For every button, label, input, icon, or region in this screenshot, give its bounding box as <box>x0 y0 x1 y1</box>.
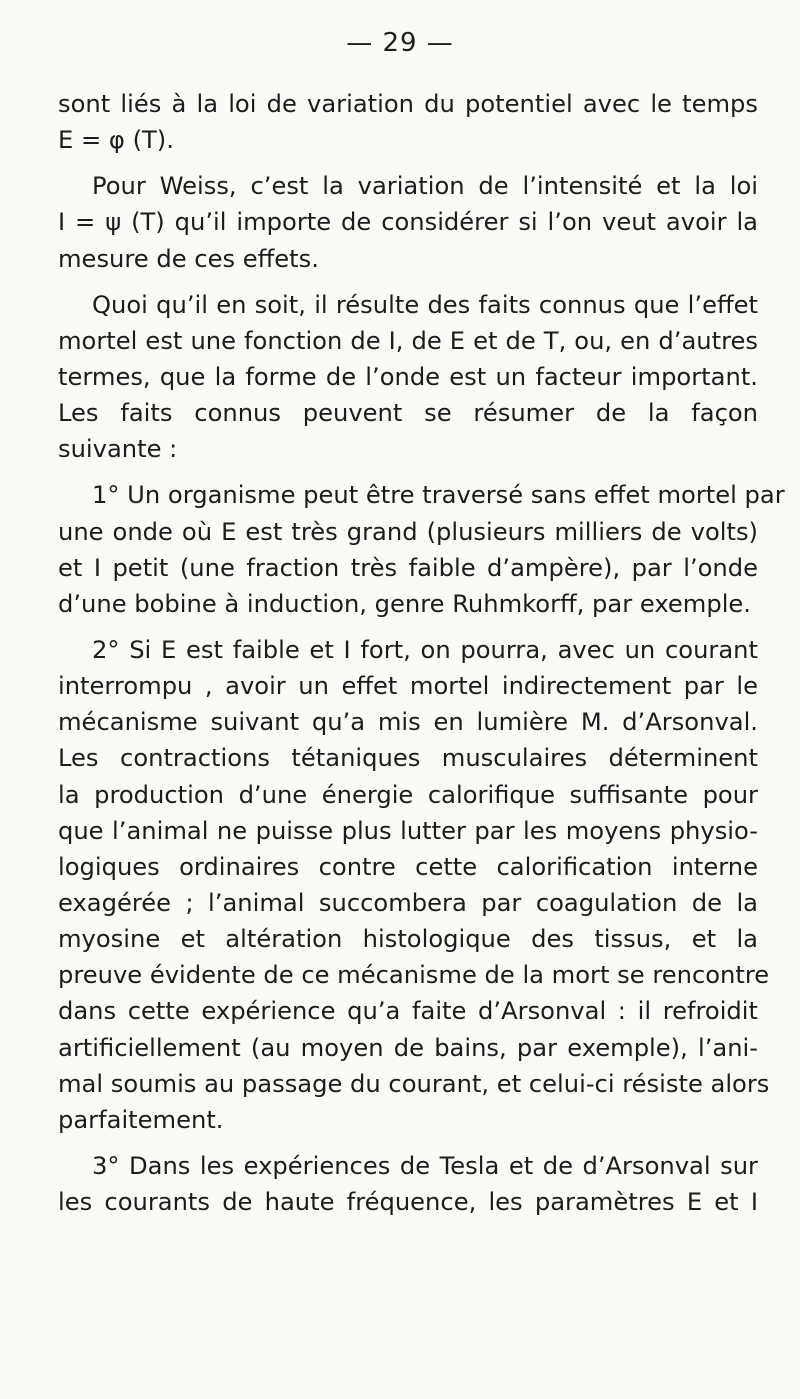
paragraph <box>58 168 758 276</box>
text-line: artificiellement (au moyen de bains, par exemple), l’ani- <box>58 1033 758 1062</box>
text-line: suivante : <box>58 435 178 464</box>
text-line: myosine et altération histologique des tissus, et la <box>58 925 758 954</box>
text-line: Les faits connus peuvent se résumer de la façon <box>58 399 758 428</box>
paragraph-gap <box>58 467 758 477</box>
text-line: preuve évidente de ce mécanisme de la mort se rencontre <box>58 961 770 990</box>
text-line: mortel est une fonction de I, de E et de T, ou, en d’autres <box>58 326 758 355</box>
text-line: 1° Un organisme peut être traversé sans effet mortel par <box>92 481 785 510</box>
text-line: dans cette expérience qu’a faite d’Arsonval : il refroidit <box>58 997 758 1026</box>
text-line: exagérée ; l’animal succombera par coagulation de la <box>58 888 758 917</box>
text-line: mal soumis au passage du courant, et celui-ci résiste alors <box>58 1069 770 1098</box>
text-line: Les contractions tétaniques musculaires déterminent <box>58 744 758 773</box>
paragraph <box>58 86 758 158</box>
text-line: I = ψ (T) qu’il importe de considérer si l’on veut avoir la <box>58 208 758 237</box>
paragraph-gap <box>58 622 758 632</box>
text-line: mesure de ces effets. <box>58 244 319 273</box>
text-line: interrompu , avoir un effet mortel indirectement par le <box>58 672 758 701</box>
body-text <box>58 86 785 1220</box>
paragraph-gap <box>58 158 758 168</box>
text-line: logiques ordinaires contre cette calorification interne <box>58 852 758 881</box>
text-line: que l’animal ne puisse plus lutter par les moyens physio- <box>58 816 758 845</box>
paragraph-gap <box>58 277 758 287</box>
text-line: les courants de haute fréquence, les paramètres E et I <box>58 1188 758 1217</box>
text-line: sont liés à la loi de variation du potentiel avec le temps <box>58 90 758 118</box>
text-line: parfaitement. <box>58 1105 224 1134</box>
page-number: — 29 — <box>346 28 454 58</box>
text-line: 2° Si E est faible et I fort, on pourra, avec un courant <box>92 635 758 664</box>
text-line: mécanisme suivant qu’a mis en lumière M. d’Arsonval. <box>58 708 758 737</box>
text-line: une onde où E est très grand (plusieurs milliers de volts) <box>58 517 758 546</box>
text-line: et I petit (une fraction très faible d’ampère), par l’onde <box>58 553 758 582</box>
text-line: E = φ (T). <box>58 126 174 155</box>
paragraph <box>58 1148 758 1220</box>
text-line: Pour Weiss, c’est la variation de l’intensité et la loi <box>92 172 758 201</box>
paragraph <box>58 287 758 468</box>
text-line: 3° Dans les expériences de Tesla et de d’Arsonval sur <box>92 1151 758 1180</box>
text-line: d’une bobine à induction, genre Ruhmkorff, par exemple. <box>58 589 751 618</box>
text-line: la production d’une énergie calorifique suffisante pour <box>58 780 758 809</box>
paragraph <box>58 477 785 622</box>
paragraph <box>58 632 770 1138</box>
text-line: Quoi qu’il en soit, il résulte des faits connus que l’effet <box>92 290 758 319</box>
paragraph-gap <box>58 1138 758 1148</box>
text-line: termes, que la forme de l’onde est un facteur important. <box>58 362 758 391</box>
